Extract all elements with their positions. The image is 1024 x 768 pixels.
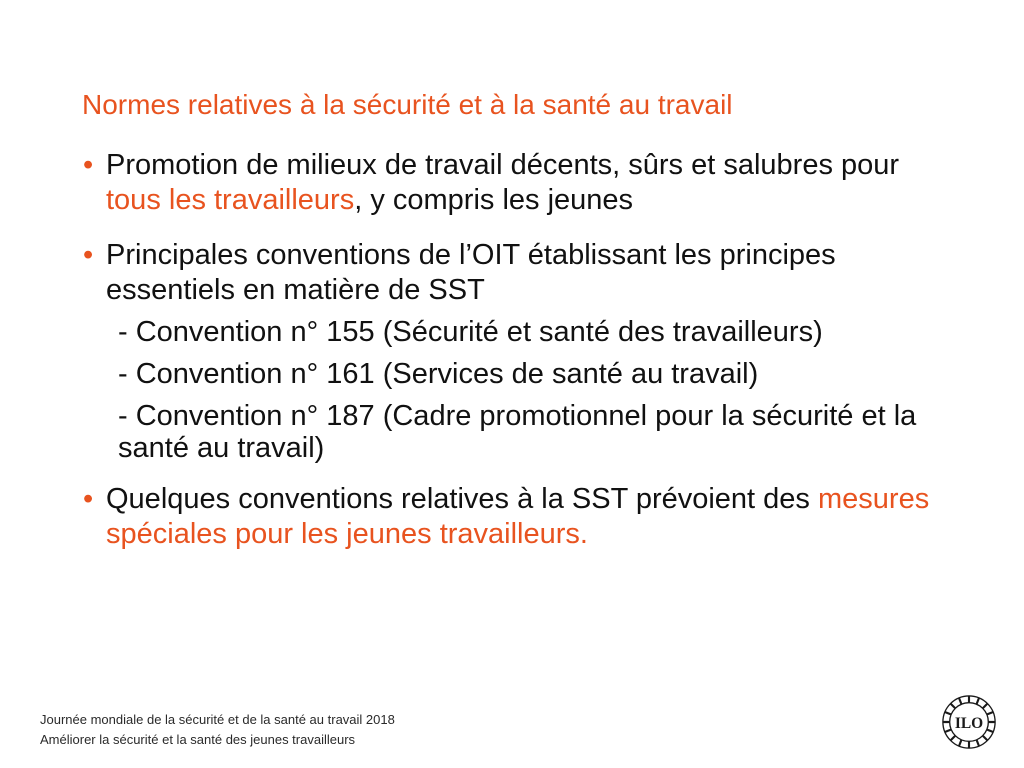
convention-item: - Convention n° 161 (Services de santé au travail) xyxy=(118,358,759,390)
footer xyxy=(40,710,395,750)
bullet-item xyxy=(80,482,960,552)
bullet-marker-icon: • xyxy=(83,483,94,515)
ilo-logo-icon xyxy=(940,693,998,751)
bullet-highlight: mesures spéciales pour les jeunes travailleurs. xyxy=(106,483,930,550)
svg-text:ILO: ILO xyxy=(954,714,984,732)
bullet-marker-icon: • xyxy=(83,239,94,271)
bullet-text: , y compris les jeunes xyxy=(354,184,634,216)
bullet-marker-icon: • xyxy=(83,149,94,181)
bullet-text: Quelques conventions relatives à la SST prévoient des xyxy=(106,483,818,515)
bullet-text: Promotion de milieux de travail décents, sûrs et salubres pour xyxy=(106,149,900,181)
footer-subtitle: Améliorer la sécurité et la santé des jeunes travailleurs xyxy=(40,732,356,747)
bullet-highlight: tous les travailleurs xyxy=(106,184,355,216)
bullet-item xyxy=(80,238,960,308)
bullet-item xyxy=(80,148,960,218)
slide-title: Normes relatives à la sécurité et à la santé au travail xyxy=(82,89,733,120)
convention-item: - Convention n° 155 (Sécurité et santé des travailleurs) xyxy=(118,316,823,348)
bullet-list xyxy=(80,148,960,552)
bullet-text: Principales conventions de l’OIT établissant les principes essentiels en matière de SST xyxy=(106,239,836,306)
convention-item: - Convention n° 187 (Cadre promotionnel pour la sécurité et la santé au travail) xyxy=(118,400,917,464)
footer-event-title: Journée mondiale de la sécurité et de la santé au travail 2018 xyxy=(40,712,395,727)
